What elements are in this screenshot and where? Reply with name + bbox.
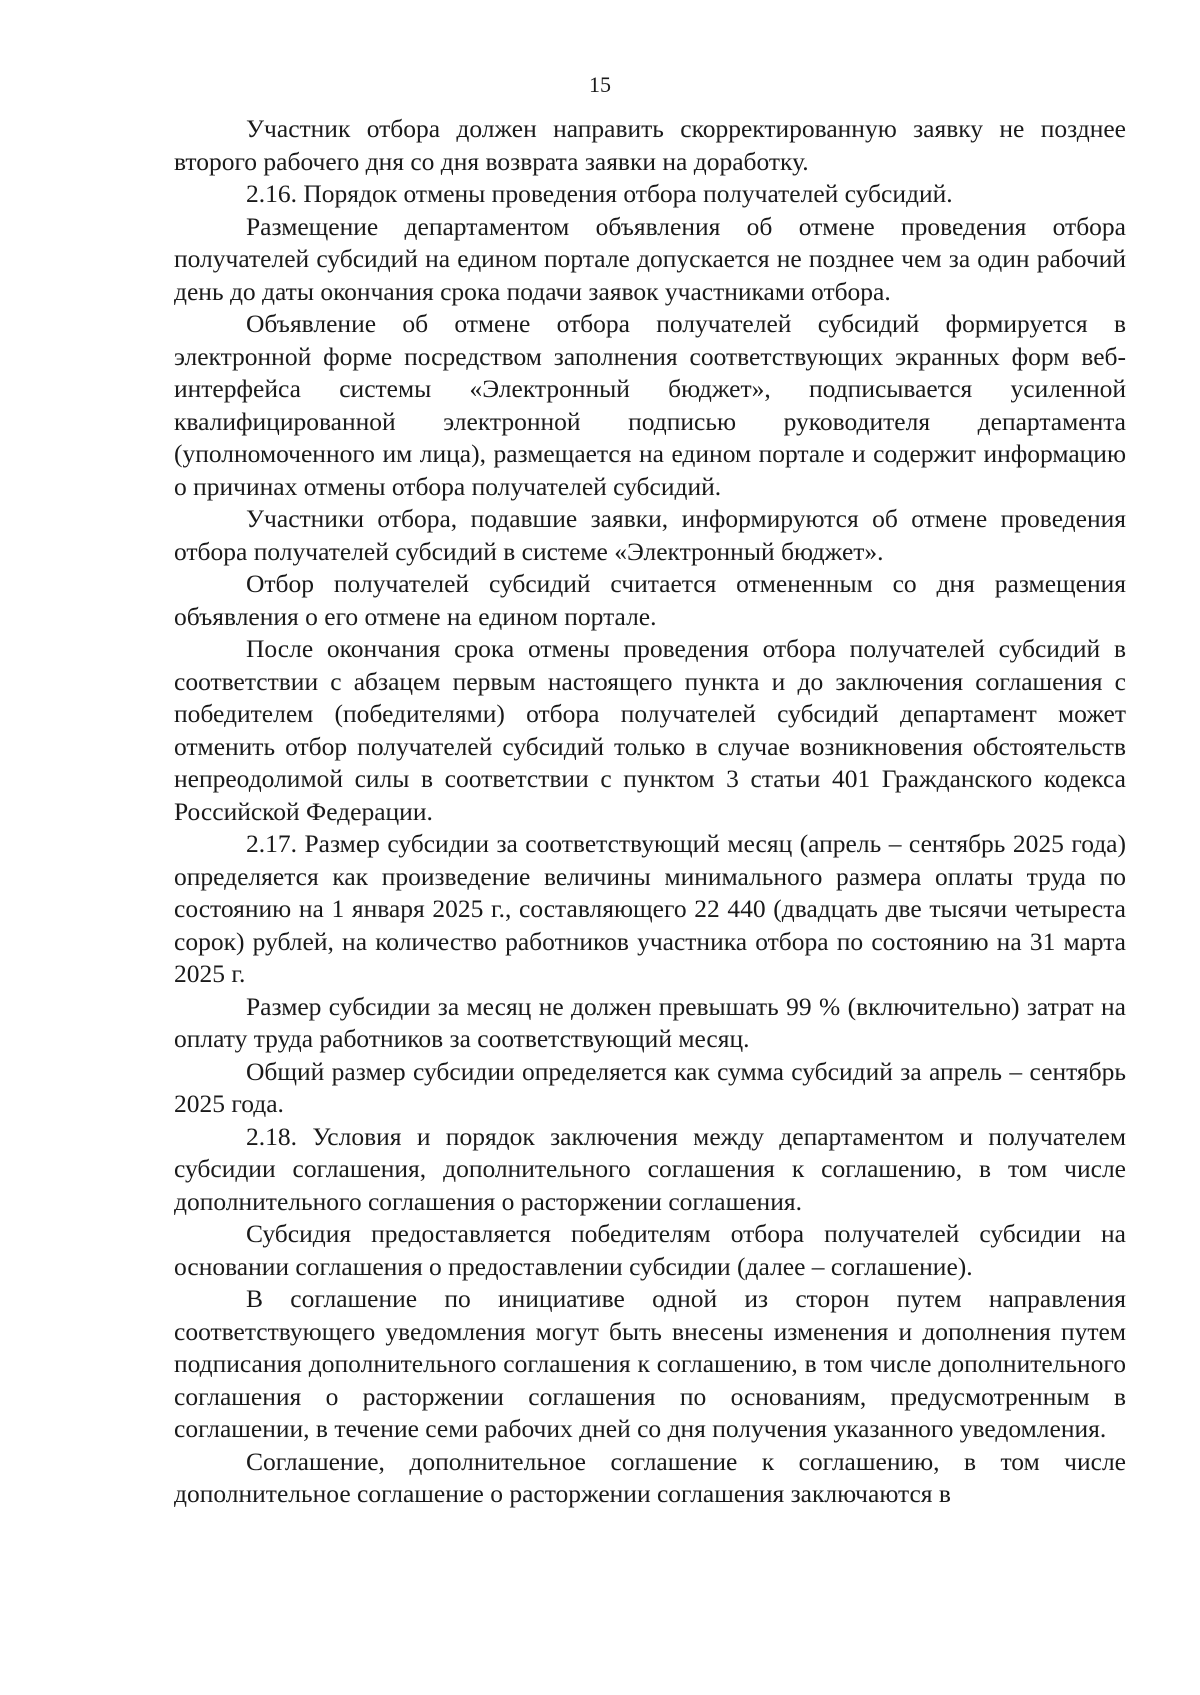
paragraph: После окончания срока отмены проведения отбора получателей субсидий в соответствии с абзацем первым настоящего пункта и до заключения соглашения с победителем (победителями) отбора получателей субсидий департамент может отменить отбор получателей субсидий только в случае возникновения обстоятельств непреодолимой силы в соответствии с пунктом 3 статьи 401 Гражданского кодекса Российской Федерации. [174,634,1126,826]
paragraph: Участник отбора должен направить скорректированную заявку не позднее второго рабочего дня со дня возврата заявки на доработку. [174,114,1126,176]
section-heading-2-16: 2.16. Порядок отмены проведения отбора получателей субсидий. [246,179,953,208]
paragraph: Размер субсидии за месяц не должен превышать 99 % (включительно) затрат на оплату труда работников за соответствующий месяц. [174,991,1126,1053]
section-heading-2-18: 2.18. Условия и порядок заключения между департаментом и получателем субсидии соглашения, дополнительного соглашения к соглашению, в том числе дополнительного соглашения о расторжении соглашения. [174,1121,1126,1216]
paragraph: Субсидия предоставляется победителям отбора получателей субсидии на основании соглашения о предоставлении субсидии (далее – соглашение). [174,1219,1126,1281]
paragraph: Общий размер субсидии определяется как сумма субсидий за апрель – сентябрь 2025 года. [174,1056,1126,1118]
paragraph: Размещение департаментом объявления об отмене проведения отбора получателей субсидий на едином портале допускается не позднее чем за один рабочий день до даты окончания срока подачи заявок участниками отбора. [174,211,1126,306]
page-number: 15 [589,72,611,97]
paragraph: Участники отбора, подавшие заявки, информируются об отмене проведения отбора получателей субсидий в системе «Электронный бюджет». [174,504,1126,566]
paragraph: Объявление об отмене отбора получателей субсидий формируется в электронной форме посредством заполнения соответствующих экранных форм веб-интерфейса системы «Электронный бюджет», подписывается усиленной квалифицированной электронной подписью руководителя департамента (уполномоченного им лица), размещается на едином портале и содержит информацию о причинах отмены отбора получателей субсидий. [174,309,1126,501]
section-2-17: 2.17. Размер субсидии за соответствующий месяц (апрель – сентябрь 2025 года) определяется как произведение величины минимального размера оплаты труда по состоянию на 1 января 2025 г., составляющего 22 440 (двадцать две тысячи четыреста сорок) рублей, на количество работников участника отбора по состоянию на 31 марта 2025 г. [174,829,1126,988]
paragraph: Соглашение, дополнительное соглашение к соглашению, в том числе дополнительное соглашение о расторжении соглашения заключаются в [174,1446,1126,1508]
paragraph: Отбор получателей субсидий считается отмененным со дня размещения объявления о его отмене на едином портале. [174,569,1126,631]
paragraph: В соглашение по инициативе одной из сторон путем направления соответствующего уведомления могут быть внесены изменения и дополнения путем подписания дополнительного соглашения к соглашению, в том числе дополнительного соглашения о расторжении соглашения по основаниям, предусмотренным в соглашении, в течение семи рабочих дней со дня получения указанного уведомления. [174,1284,1126,1443]
document-body [174,113,1126,1511]
